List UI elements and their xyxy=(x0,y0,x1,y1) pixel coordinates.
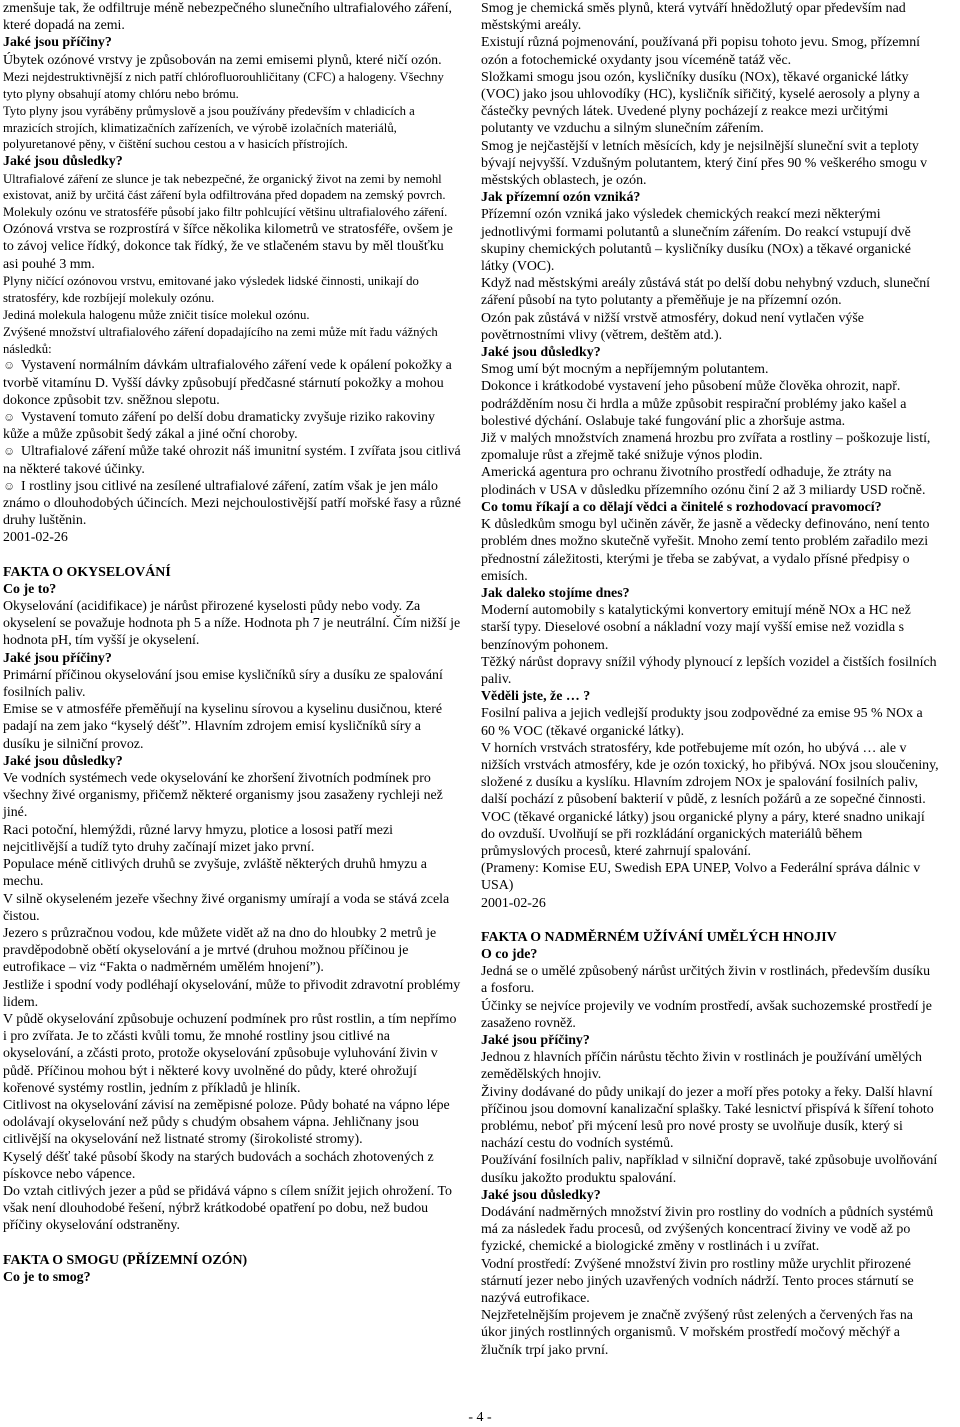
right-paragraph-9: Smog umí být mocným a nepříjemným polutantem. xyxy=(481,362,769,378)
right-paragraph-12: Americká agentura pro ochranu životního prostředí odhaduje, že ztráty na plodinách v USA v důsledku přízemního ozónu činí 2 až 3 miliardy USD ročně. xyxy=(481,465,926,498)
right-heading-8: Jaké jsou důsledky? xyxy=(481,345,601,361)
right-paragraph-0: Smog je chemická směs plynů, která vytváří hnědožlutý opar především nad městskými areály. xyxy=(481,1,906,34)
left-paragraph-31: V půdě okyselování způsobuje ochuzení podmínek pro růst rostlin, a tím nepřímo i pro zvířata. Je to zčásti kvůli tomu, že mnohé rostliny jsou citlivé na okyselování, a zčásti proto, protože okyselování způsobuje vyluhování živin v půdě. Příčinou mohou být i některé kovy uvolněné do půdy, které ohrožují kořenové systémy rostlin, jedním z příkladů je hliník. xyxy=(3,1011,457,1096)
right-paragraph-34: Dodávání nadměrných množství živin pro rostliny do vodních a půdních systémů má za následek řadu procesů, od zvýšených koncentrací živiny ve vodě až po fyzické, chemické a biologické změny v rostlinách i u zvířat. xyxy=(481,1205,934,1255)
right-paragraph-3: Smog je nejčastější v letních měsících, kdy je nejsilnější sluneční svit a teploty bývají nejvyšší. Vzdušným polutantem, který činí přes 90 % veškerého smogu v městských oblastech, je ozón. xyxy=(481,138,928,189)
right-column xyxy=(481,0,939,1359)
right-heading-33: Jaké jsou důsledky? xyxy=(481,1187,601,1203)
left-paragraph-3: Mezi nejdestruktivnější z nich patří chlórofluorouhličitany (CFC) a halogeny. Všechny tyto plyny obsahují atomy chlóru nebo brómu. xyxy=(3,69,444,101)
left-paragraph-4: Tyto plyny jsou vyráběny průmyslově a jsou používány především v chladicích a mrazicích strojích, klimatizačních zařízeních, ve výrobě izolačních materiálů, polyuretanové pěny, v čištění suchou cestou a v hasicích přístrojích. xyxy=(3,103,415,152)
left-paragraph-10: Jediná molekula halogenu může zničit tisíce molekul ozónu. xyxy=(3,307,310,322)
left-paragraph-29: Jezero s průzračnou vodou, kde můžete vidět až na dno do hloubky 2 metrů je pravděpodobně obětí okyselování a je mrtvé (druhou možnou příčinou je eutrofikace – viz “Fakta o nadměrném umělém hnojení”). xyxy=(3,925,437,976)
left-bullet-item-15: ☺ I rostliny jsou citlivé na zesílené ultrafialové záření, zatím však je jen málo známo o dlouhodobých účincích. Mezi nejchoulostivější patří mořské řasy a různé druhy luštěnin. xyxy=(3,478,461,530)
right-heading-4: Jak přízemní ozón vzniká? xyxy=(481,190,641,206)
right-paragraph-30: Jednou z hlavních příčin nárůstu těchto živin v rostlinách je používání umělých zemědělských hnojiv. xyxy=(481,1050,922,1083)
right-heading-18: Věděli jste, že … ? xyxy=(481,689,591,705)
left-paragraph-11: Zvýšené množství ultrafialového záření dopadajícího na zemi může mít řadu vážných následků: xyxy=(3,324,438,356)
right-paragraph-2: Složkami smogu jsou ozón, kysličníky dusíku (NOx), těkavé organické látky (VOC) jako jsou uhlovodíky (HC), kysličník siřičitý, kyselé aerosoly a plyny a částečky pevných látek. Uvedené plyny pocházejí z reakce mezi určitými polutanty ve vzduchu a silným slunečním zářením. xyxy=(481,69,920,137)
right-paragraph-14: K důsledkům smogu byl učiněn závěr, že jasně a vědecky definováno, není tento problém dnes možno skutečně vyřešit. Mnoho zemí tento problém zařadilo mezi přednostní záležitosti, kterými je třeba se zabývat, a vydalo přísné předpisy o emisích. xyxy=(481,517,930,584)
right-paragraph-16: Moderní automobily s katalytickými konvertory emitují méně NOx a HC než starší typy. Dieselové osobní a nákladní vozy mají vyšší emise než vozidla s benzínovým pohonem. xyxy=(481,603,911,653)
right-paragraph-19: Fosilní paliva a jejich vedlejší produkty jsou zodpovědné za emise 95 % NOx a 60 % VOC (těkavé organické látky). xyxy=(481,706,923,739)
right-paragraph-36: Nejzřetelnějším projevem je značně zvýšený růst zelených a červených řas na úkor jiných rostlinných organismů. V mořském prostředí močový měchýř a žlučník trpí jako první. xyxy=(481,1308,913,1358)
right-paragraph-17: Těžký nárůst dopravy snížil výhody plynoucí z lepších vozidel a čistších fosilních paliv. xyxy=(481,654,937,687)
left-bullet-item-14: ☺ Ultrafialové záření může také ohrozit náš imunitní systém. I zvířata jsou citlivá na některé takové účinky. xyxy=(3,443,461,477)
page-number: - 4 - xyxy=(468,1410,492,1425)
right-paragraph-28: Účinky se nejvíce projevily ve vodním prostředí, avšak suchozemské prostředí je zasaženo rovněž. xyxy=(481,998,932,1031)
right-paragraph-6: Když nad městskými areály zůstává stát po delší dobu nehybný vzduch, sluneční záření působí na tyto polutanty a přeměňuje je na přízemní ozón. xyxy=(481,276,931,309)
left-paragraph-9: Plyny ničící ozónovou vrstvu, emitované jako výsledek lidské činnosti, unikají do stratosféry, kde rozbíjejí molekuly ozónu. xyxy=(3,273,419,305)
left-paragraph-22: Primární příčinou okyselování jsou emise kysličníků síry a dusíku ze spalování fosilních paliv. xyxy=(3,667,443,701)
right-heading-29: Jaké jsou příčiny? xyxy=(481,1032,590,1048)
right-heading-15: Jak daleko stojíme dnes? xyxy=(481,585,630,601)
left-paragraph-2: Úbytek ozónové vrstvy je způsobován na zemi emisemi plynů, které ničí ozón. xyxy=(3,52,442,68)
left-paragraph-6: Ultrafialové záření ze slunce je tak nebezpečné, že organický život na zemi by nemohl existovat, aniž by určitá část záření byla odfiltrována před dopadem na zemský povrch. xyxy=(3,171,446,203)
right-heading-26: O co jde? xyxy=(481,946,538,962)
left-paragraph-30: Jestliže i spodní vody podléhají okyselování, může to přivodit zdravotní problémy lidem. xyxy=(3,977,461,1010)
right-paragraph-5: Přízemní ozón vzniká jako výsledek chemických reakcí mezi některými jednotlivými formami polutantů a slunečním zářením. Do reakcí vstupují dvě skupiny chemických polutantů – kysličníky dusíku (NOx) a těkavé organické látky (VOC). xyxy=(481,207,911,275)
left-heading-24: Jaké jsou důsledky? xyxy=(3,753,123,769)
right-paragraph-7: Ozón pak zůstává v nižší vrstvě atmosféry, dokud není vytlačen výše povětrnostními vlivy (větrem, deštěm atd.). xyxy=(481,310,864,343)
left-paragraph-27: Populace méně citlivých druhů se zvyšuje, zvláště některých druhů hmyzu a mechu. xyxy=(3,857,427,890)
left-heading-36: FAKTA O SMOGU (PŘÍZEMNÍ OZÓN) xyxy=(3,1252,248,1268)
left-heading-5: Jaké jsou důsledky? xyxy=(3,154,123,170)
left-paragraph-26: Raci potoční, hlemýždi, různé larvy hmyzu, plotice a lososi patří mezi nejcitlivější a tudíž tyto druhy začínají mizet jako první. xyxy=(3,822,393,855)
left-bullet-item-13: ☺ Vystavení tomuto záření po delší dobu dramaticky zvyšuje riziko rakoviny kůže a může způsobit šedý zákal a jiné oční choroby. xyxy=(3,409,461,443)
left-paragraph-34: Do vztah citlivých jezer a půd se přidává vápno s cílem snížit jejich ohrožení. To však není dlouhodobé řešení, nýbrž krátkodobé opatření po dobu, než budou příčiny okyselování odstraněny. xyxy=(3,1183,452,1234)
left-spacer-17 xyxy=(3,547,461,564)
left-paragraph-33: Kyselý déšť také působí škody na starých budovách a sochách zhotovených z pískovce nebo vápence. xyxy=(3,1149,434,1182)
left-paragraph-0: zmenšuje tak, že odfiltruje méně nebezpečného slunečního ultrafialového záření, které dopadá na zemi. xyxy=(3,1,452,34)
left-paragraph-16: 2001-02-26 xyxy=(3,530,68,546)
right-paragraph-27: Jedná se o umělé způsobený nárůst určitých živin v rostlinách, především dusíku a fosforu. xyxy=(481,964,931,997)
right-paragraph-32: Používání fosilních paliv, například v silniční dopravě, také způsobuje uvolňování dusíku jakožto produktu spalování. xyxy=(481,1153,938,1186)
left-heading-18: FAKTA O OKYSELOVÁNÍ xyxy=(3,564,171,580)
right-paragraph-21: VOC (těkavé organické látky) jsou organické plyny a páry, které snadno unikají do ovzduší. Uvolňují se při rozkládání organických materiálů během průmyslových procesů, které zahrnují spalování. xyxy=(481,809,925,859)
left-bullet-item-12: ☺ Vystavení normálním dávkám ultrafialového záření vede k opálení pokožky a tvorbě vitamínu D. Vyšší dávky způsobují předčasné stárnutí pokožky a mohou dokonce způsobit tzv. sněžnou slepotu. xyxy=(3,357,461,409)
left-heading-19: Co je to? xyxy=(3,581,57,597)
right-heading-13: Co tomu říkají a co dělají vědci a činitelé s rozhodovací pravomocí? xyxy=(481,499,882,515)
left-heading-21: Jaké jsou příčiny? xyxy=(3,650,112,666)
left-heading-37: Co je to smog? xyxy=(3,1269,91,1285)
left-paragraph-20: Okyselování (acidifikace) je nárůst přirozené kyselosti půdy nebo vody. Za okyselení se považuje hodnota ph 5 a níže. Hodnota ph 7 je neutrální. Čím nižší je hodnota pH, tím vyšší je okyselení. xyxy=(3,599,461,649)
right-paragraph-23: 2001-02-26 xyxy=(481,895,546,911)
right-heading-25: FAKTA O NADMĚRNÉM UŽÍVÁNÍ UMĚLÝCH HNOJIV xyxy=(481,929,837,945)
left-paragraph-32: Citlivost na okyselování závisí na zeměpisné poloze. Půdy bohaté na vápno lépe odolávají okyselování než půdy s chudým obsahem vápna. Jehličnany jsou citlivější na okyselování než listnaté stromy (širokolisté stromy). xyxy=(3,1097,450,1148)
left-paragraph-23: Emise se v atmosféře přeměňují na kyselinu sírovou a kyselinu dusičnou, které padají na zem jako “kyselý déšť”. Hlavním zdrojem emisí kysličníků síry a dusíku je silniční provoz. xyxy=(3,702,442,752)
right-paragraph-11: Již v malých množstvích znamená hrozbu pro zvířata a rostliny – poškozuje listí, zpomaluje růst a zřejmě také snižuje výnos plodin. xyxy=(481,431,931,464)
right-paragraph-35: Vodní prostředí: Zvýšené množství živin pro rostliny může urychlit přirozené stárnutí jezer nebo jiných uzavřených vodních nádrží. Tento proces stárnutí se nazývá eutrofikace. xyxy=(481,1256,914,1307)
left-spacer-35 xyxy=(3,1235,461,1252)
left-paragraph-25: Ve vodních systémech vede okyselování ke zhoršení životních podmínek pro všechny živé organismy, přičemž některé organismy jsou zasaženy rychleji než jiné. xyxy=(3,771,443,821)
right-paragraph-10: Dokonce i krátkodobé vystavení jeho působení může člověka ohrozit, např. podrážděním nosu či hrdla a může způsobit respirační problémy jako kašel a bolestivé dýchání. Oslabuje také fungování plic a zhoršuje astma. xyxy=(481,379,907,429)
right-paragraph-20: V horních vrstvách stratosféry, kde potřebujeme mít ozón, ho ubývá … ale v nižších vrstvách atmosféry, kde je ozón toxický, ho přibývá. NOx jsou sloučeniny, složené z dusíku a kyslíku. Hlavním zdrojem NOx je spalování fosilních paliv, další pochází z působení bakterií v půdě, z lesních požárů a ze sopečné činnosti. xyxy=(481,740,939,808)
right-spacer-24 xyxy=(481,912,939,929)
right-paragraph-31: Živiny dodávané do půdy unikají do jezer a moří přes potoky a řeky. Další hlavní příčinou jsou domovní kanalizační splašky. Také lesnictví přispívá k šíření tohoto problému, neboť při mýcení lesů pro nové prosty se uvolňuje dusík, který si nachází cestu do vodních systémů. xyxy=(481,1084,934,1152)
left-heading-1: Jaké jsou příčiny? xyxy=(3,35,112,51)
left-paragraph-28: V silně okyseleném jezeře všechny živé organismy umírají a voda se stává zcela čistou. xyxy=(3,891,450,924)
left-column xyxy=(3,0,461,1286)
right-paragraph-1: Existují různá pojmenování, používaná při popisu tohoto jevu. Smog, přízemní ozón a fotochemické oxydanty jsou víceméně tatáž věc. xyxy=(481,35,921,68)
right-paragraph-22: (Prameny: Komise EU, Swedish EPA UNEP, Volvo a Federální správa dálnic v USA) xyxy=(481,861,921,894)
left-paragraph-7: Molekuly ozónu ve stratosféře působí jako filtr pohlcující většinu ultrafialového záření. xyxy=(3,205,448,220)
left-paragraph-8: Ozónová vrstva se rozprostírá v šířce několika kilometrů ve stratosféře, ovšem je to závoj velice řídký, dokonce tak řídký, že ve stlačeném stavu by měl tloušťku asi pouhé 3 mm. xyxy=(3,222,453,272)
